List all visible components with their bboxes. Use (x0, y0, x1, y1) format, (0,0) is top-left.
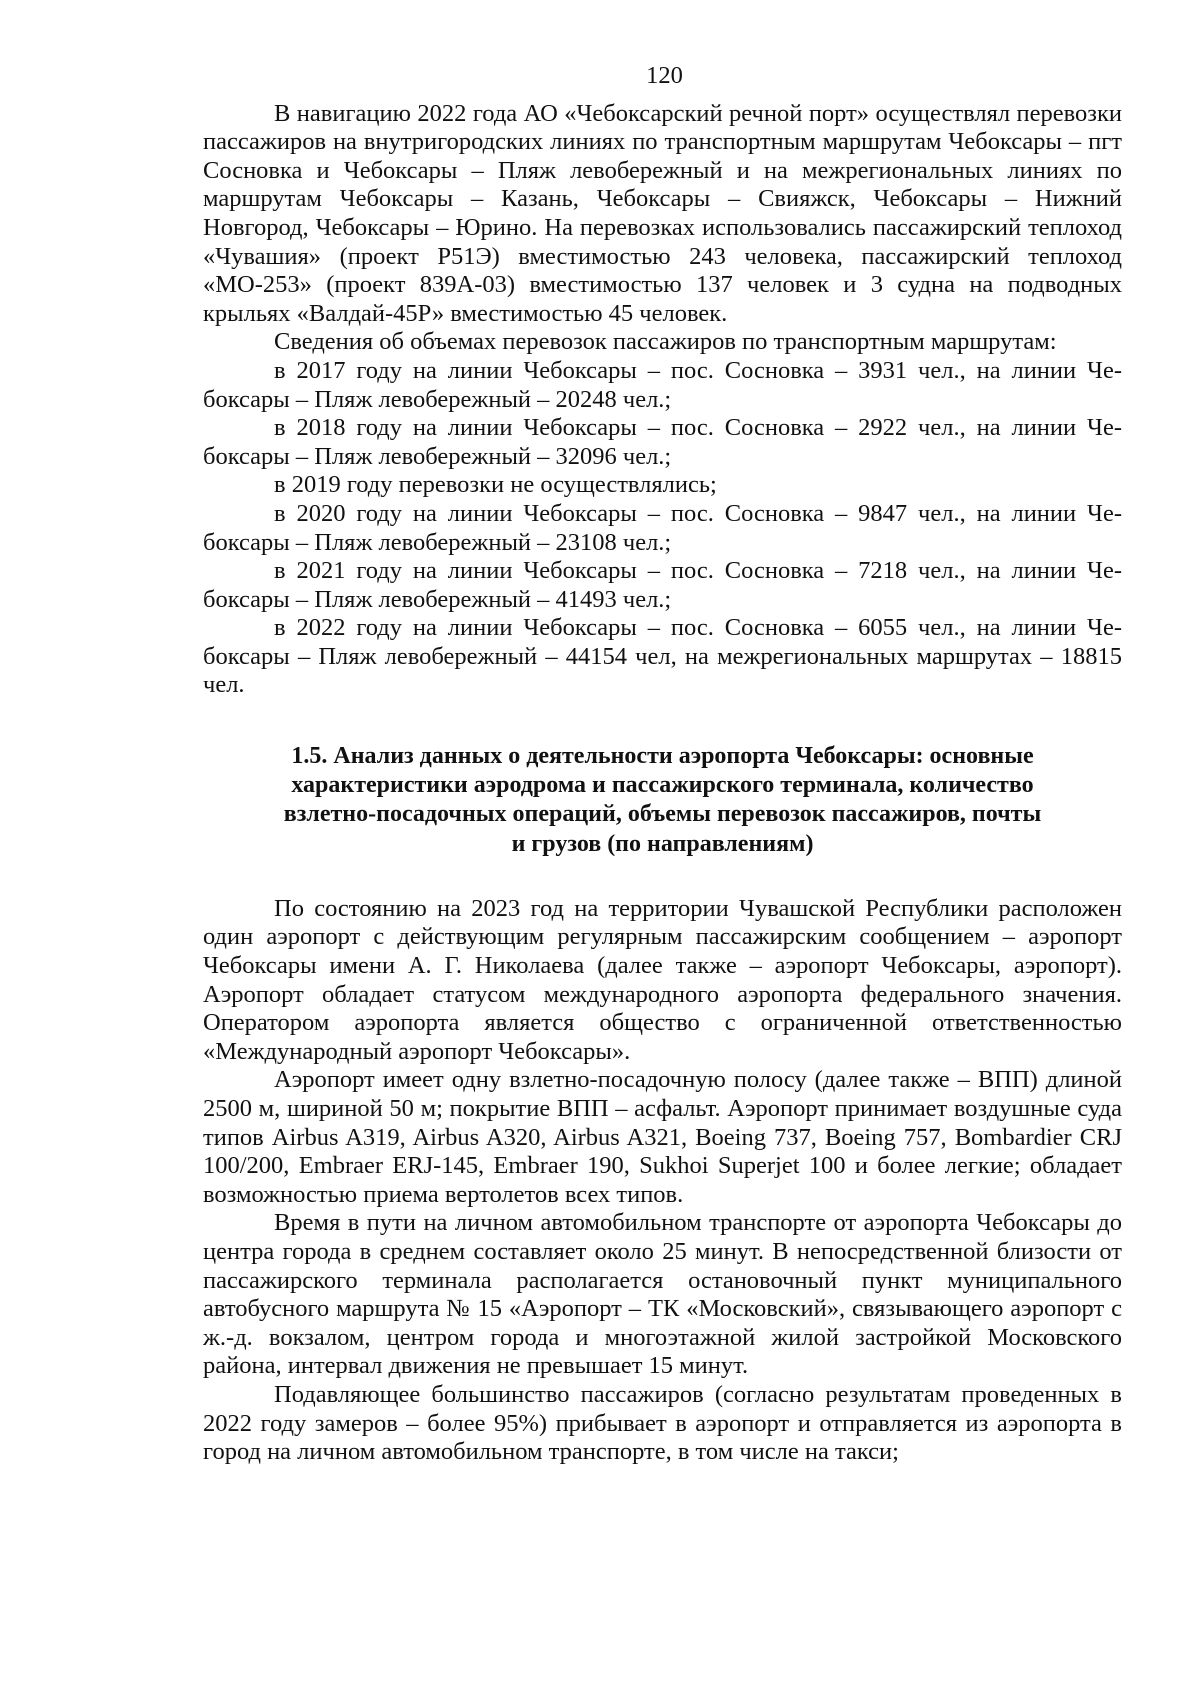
paragraph-travel-time: Время в пути на личном автомобильном транспорте от аэропорта Чебоксары до центра города в среднем составляет около 25 минут. В непосредственной близости от пассажирского терминала располагается остановочный пункт муниципального автобусного маршрута № 15 «Аэропорт – ТК «Московский», связывающего аэропорт с ж.-д. вокзалом, центром города и многоэтажной жилой застройкой Московского района, интервал движения не превышает 15 минут. (203, 1209, 1122, 1380)
paragraph-volume-2021: в 2021 году на линии Чебоксары – пос. Сосновка – 7218 чел., на линии Чебоксары – Пляж левобережный – 41493 чел.; (203, 557, 1122, 613)
document-page (203, 62, 1122, 1467)
paragraph-passenger-transport: Подавляющее большинство пассажиров (согласно результатам проведенных в 2022 году замеров – более 95%) прибывает в аэропорт и отправляется из аэропорта в город на личном автомобильном транспорте, в том числе на такси; (203, 1380, 1122, 1466)
paragraph-volume-2018: в 2018 году на линии Чебоксары – пос. Сосновка – 2922 чел., на линии Чебоксары – Пляж левобережный – 32096 чел.; (203, 414, 1122, 470)
section-heading-line: характеристики аэродрома и пассажирского терминала, количество (291, 772, 1034, 799)
paragraph-airport-overview: По состоянию на 2023 год на территории Чувашской Республики расположен один аэропорт с действующим регулярным пассажирским сообщением – аэропорт Чебоксары имени А. Г. Николаева (далее также – аэропорт Чебоксары, аэропорт). Аэропорт обладает статусом международного аэропорта федерального значения. Оператором аэропорта является общество с ограниченной ответственностью «Международный аэропорт Чебоксары». (203, 894, 1122, 1065)
paragraph-runway: Аэропорт имеет одну взлетно-посадочную полосу (далее также – ВПП) длиной 2500 м, шириной 50 м; покрытие ВПП – асфальт. Аэропорт принимает воздушные суда типов Airbus A319, Airbus A320, Airbus A321, Boeing 737, Boeing 757, Bombardier CRJ 100/200, Embraer ERJ-145, Embraer 190, Sukhoi Superjet 100 и более легкие; обладает возможностью приема вертолетов всех типов. (203, 1066, 1122, 1208)
paragraph-volume-2019: в 2019 году перевозки не осуществлялись; (274, 471, 717, 499)
paragraph-volume-2020: в 2020 году на линии Чебоксары – пос. Сосновка – 9847 чел., на линии Чебоксары – Пляж левобережный – 23108 чел.; (203, 499, 1122, 556)
section-heading-line: 1.5. Анализ данных о деятельности аэропорта Чебоксары: основные (291, 743, 1034, 770)
page-number: 120 (646, 62, 683, 89)
paragraph-volume-intro: Сведения об объемах перевозок пассажиров по транспортным маршрутам: (274, 328, 1057, 356)
paragraph-volume-2017: в 2017 году на линии Чебоксары – пос. Сосновка – 3931 чел., на линии Чебоксары – Пляж левобережный – 20248 чел.; (203, 356, 1122, 413)
paragraph-volume-2022: в 2022 году на линии Чебоксары – пос. Сосновка – 6055 чел., на линии Чебоксары – Пляж левобережный – 44154 чел, на межрегиональных маршрутах – 18815 чел. (203, 614, 1122, 699)
section-heading-line: взлетно-посадочных операций, объемы перевозок пассажиров, почты (283, 801, 1042, 828)
section-heading-line: и грузов (по направлениям) (511, 830, 814, 857)
paragraph-river-port-navigation: В навигацию 2022 года АО «Чебоксарский речной порт» осуществлял перевозки пассажиров на внутригородских линиях по транспортным маршрутам Чебоксары – пгт Сосновка и Чебоксары – Пляж левобережный и на межрегиональных линиях по маршрутам Чебоксары – Казань, Чебоксары – Свияжск, Чебоксары – Нижний Новгород, Чебоксары – Юрино. На перевозках использовались пассажирский теплоход «Чувашия» (проект Р51Э) вместимостью 243 человека, пассажирский теплоход «МО-253» (проект 839А-03) вместимостью 137 человек и 3 судна на подводных крыльях «Валдай-45Р» вместимостью 45 человек. (203, 99, 1122, 327)
section-heading (233, 742, 1092, 859)
